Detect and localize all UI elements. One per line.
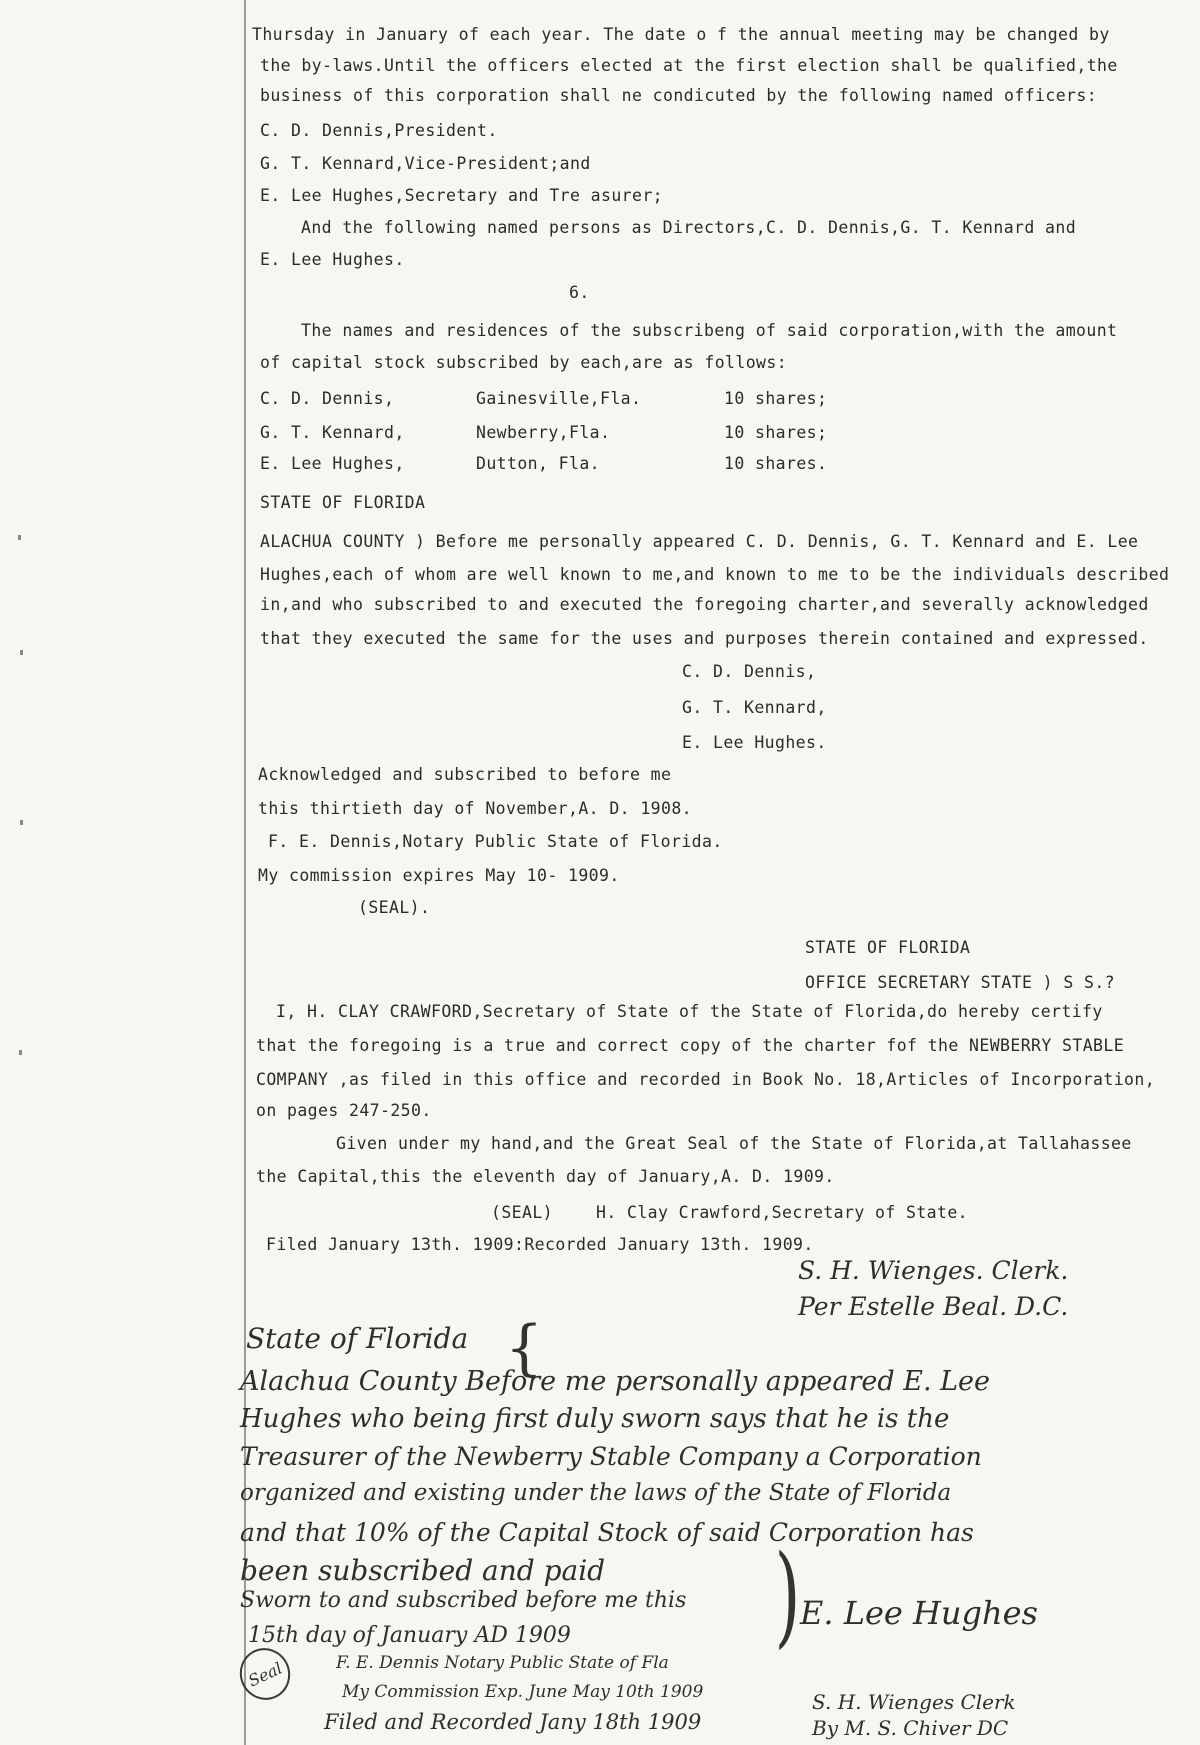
scan-speck [19, 1050, 22, 1055]
filed-recorded-line: Filed and Recorded Jany 18th 1909 [324, 1710, 702, 1734]
subscribers-intro: of capital stock subscribed by each,are as follows: [260, 353, 788, 372]
subscriber-shares: 10 shares; [724, 423, 828, 442]
typed-signature: C. D. Dennis, [682, 662, 817, 681]
affidavit-line: been subscribed and paid [240, 1554, 606, 1587]
affidavit-line: organized and existing under the laws of the State of Florida [240, 1480, 952, 1506]
acknowledgment-line: in,and who subscribed to and executed the foregoing charter,and severally acknowledged [260, 595, 1149, 614]
affidavit-line: Treasurer of the Newberry Stable Company a Corporation [240, 1442, 982, 1471]
affidavit-line: 15th day of January AD 1909 [248, 1623, 571, 1648]
given-line: Given under my hand,and the Great Seal of the State of Florida,at Tallahassee [336, 1134, 1132, 1153]
office-heading: OFFICE SECRETARY STATE ) S S.? [805, 973, 1116, 992]
officer-president: C. D. Dennis,President. [260, 121, 498, 140]
scan-speck [20, 820, 23, 825]
affidavit-line: and that 10% of the Capital Stock of said Corporation has [240, 1518, 974, 1547]
typed-signature: G. T. Kennard, [682, 698, 827, 717]
officer-vice-president: G. T. Kennard,Vice-President;and [260, 154, 591, 173]
subscriber-residence: Gainesville,Fla. [476, 389, 642, 408]
notary-commission-line: My Commission Exp. June May 10th 1909 [342, 1682, 704, 1702]
acknowledgment-line: that they executed the same for the uses and purposes therein contained and expressed. [260, 629, 1149, 648]
subscriber-residence: Dutton, Fla. [476, 454, 601, 473]
state-heading: STATE OF FLORIDA [805, 938, 971, 957]
subscriber-shares: 10 shares. [724, 454, 828, 473]
typed-line: Thursday in January of each year. The date o f the annual meeting may be changed by [252, 25, 1110, 44]
state-heading: STATE OF FLORIDA [260, 493, 426, 512]
notary-line: My commission expires May 10- 1909. [258, 866, 620, 885]
subscriber-shares: 10 shares; [724, 389, 828, 408]
clerk-signature: S. H. Wienges. Clerk. [798, 1256, 1069, 1285]
typed-signature: E. Lee Hughes. [682, 733, 827, 752]
seal-text: (SEAL). [358, 898, 431, 917]
notary-seal-stamp: Seal [231, 1640, 298, 1708]
acknowledgment-line: ALACHUA COUNTY ) Before me personally appeared C. D. Dennis, G. T. Kennard and E. Lee [260, 532, 1139, 551]
directors-line: E. Lee Hughes. [260, 250, 405, 269]
certification-line: COMPANY ,as filed in this office and recorded in Book No. 18,Articles of Incorporation, [256, 1070, 1156, 1089]
scan-speck [18, 535, 21, 540]
typed-line: the by-laws.Until the officers elected at the first election shall be qualified,the [260, 56, 1118, 75]
typed-line: business of this corporation shall ne condicuted by the following named officers: [260, 86, 1098, 105]
affidavit-line: Sworn to and subscribed before me this [240, 1588, 687, 1613]
brace-mark: ) [774, 1531, 801, 1659]
certification-line: on pages 247-250. [256, 1101, 432, 1120]
subscriber-name: E. Lee Hughes, [260, 454, 405, 473]
brace-mark: { [505, 1313, 544, 1383]
affidavit-line: State of Florida [246, 1322, 469, 1355]
subscriber-name: G. T. Kennard, [260, 423, 405, 442]
seal-text: (SEAL) [491, 1203, 554, 1222]
clerk-signature: S. H. Wienges Clerk [812, 1690, 1016, 1714]
notary-line: F. E. Dennis,Notary Public State of Florida. [268, 832, 723, 851]
deputy-clerk-signature: Per Estelle Beal. D.C. [798, 1292, 1069, 1321]
secretary-signature: H. Clay Crawford,Secretary of State. [596, 1203, 969, 1222]
directors-line: And the following named persons as Directors,C. D. Dennis,G. T. Kennard and [301, 218, 1077, 237]
given-line: the Capital,this the eleventh day of January,A. D. 1909. [256, 1167, 835, 1186]
filed-line: Filed January 13th. 1909:Recorded January 13th. 1909. [266, 1235, 814, 1254]
notary-line: this thirtieth day of November,A. D. 1908. [258, 799, 693, 818]
subscriber-residence: Newberry,Fla. [476, 423, 611, 442]
affidavit-line: Alachua County Before me personally appeared E. Lee [240, 1366, 991, 1397]
scan-speck [20, 650, 23, 655]
certification-line: I, H. CLAY CRAWFORD,Secretary of State of the State of Florida,do hereby certify [276, 1002, 1103, 1021]
notary-line: Acknowledged and subscribed to before me [258, 765, 672, 784]
certification-line: that the foregoing is a true and correct copy of the charter fof the NEWBERRY STABLE [256, 1036, 1125, 1055]
affidavit-line: Hughes who being first duly sworn says that he is the [240, 1404, 950, 1434]
affiant-signature: E. Lee Hughes [800, 1594, 1038, 1632]
acknowledgment-line: Hughes,each of whom are well known to me,and known to me to be the individuals described [260, 565, 1170, 584]
deputy-clerk-signature: By M. S. Chiver DC [812, 1716, 1009, 1740]
subscribers-intro: The names and residences of the subscribeng of said corporation,with the amount [301, 321, 1118, 340]
notary-signature-line: F. E. Dennis Notary Public State of Fla [336, 1653, 669, 1673]
section-number: 6. [569, 283, 590, 302]
officer-secretary: E. Lee Hughes,Secretary and Tre asurer; [260, 186, 664, 205]
subscriber-name: C. D. Dennis, [260, 389, 395, 408]
